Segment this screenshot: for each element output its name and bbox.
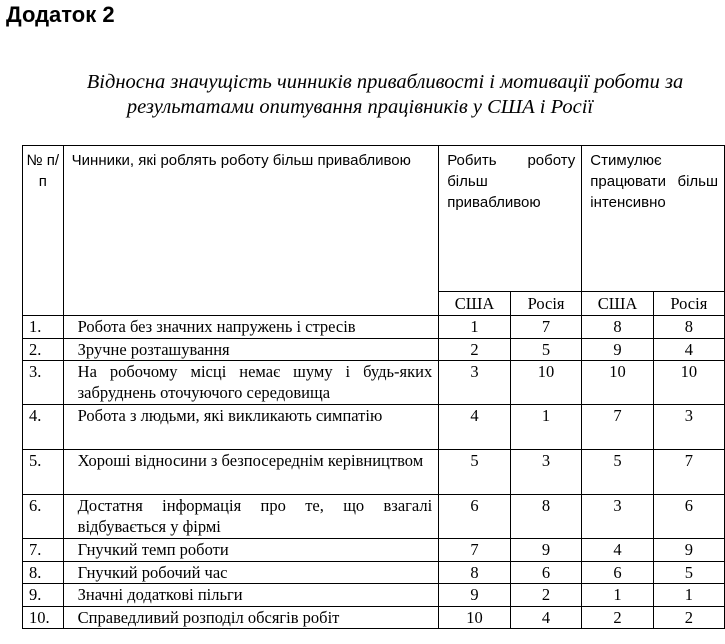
value-usa-attractive: 6 — [439, 495, 511, 539]
value-usa-attractive: 5 — [439, 450, 511, 495]
value-russia-stimulates: 4 — [653, 339, 724, 361]
row-factor: Робота без значних напружень і стресів — [63, 316, 439, 339]
row-number: 3. — [23, 361, 64, 405]
row-factor: Гнучкий робочий час — [63, 562, 439, 584]
value-russia-attractive: 7 — [510, 316, 582, 339]
value-russia-attractive: 10 — [510, 361, 582, 405]
value-russia-attractive: 9 — [510, 539, 582, 562]
row-factor: На робочому місці немає шуму і будь-яких забруднень оточуючого середовища — [63, 361, 439, 405]
header-attractive: Робить роботу більш привабливою — [439, 146, 582, 292]
header-stimulates: Стимулює працювати більш інтенсивно — [582, 146, 725, 292]
value-usa-attractive: 7 — [439, 539, 511, 562]
value-usa-attractive: 3 — [439, 361, 511, 405]
value-usa-stimulates: 6 — [582, 562, 653, 584]
value-russia-attractive: 8 — [510, 495, 582, 539]
value-russia-stimulates: 6 — [653, 495, 724, 539]
value-usa-stimulates: 8 — [582, 316, 653, 339]
value-russia-stimulates: 7 — [653, 450, 724, 495]
row-number: 5. — [23, 450, 64, 495]
value-russia-attractive: 1 — [510, 405, 582, 450]
table-row — [23, 339, 725, 361]
subheader-usa: США — [582, 292, 653, 316]
row-factor: Справедливий розподіл обсягів робіт — [63, 607, 439, 629]
table-row — [23, 539, 725, 562]
value-russia-stimulates: 8 — [653, 316, 724, 339]
value-usa-attractive: 4 — [439, 405, 511, 450]
factors-table — [22, 145, 725, 629]
value-russia-attractive: 5 — [510, 339, 582, 361]
table-row — [23, 450, 725, 495]
row-number: 10. — [23, 607, 64, 629]
caption-line-2: результатами опитування працівників у США і Росії — [126, 96, 594, 118]
table-row — [23, 405, 725, 450]
value-russia-attractive: 4 — [510, 607, 582, 629]
value-russia-stimulates: 10 — [653, 361, 724, 405]
value-usa-attractive: 10 — [439, 607, 511, 629]
value-usa-stimulates: 2 — [582, 607, 653, 629]
table-row — [23, 584, 725, 607]
value-usa-stimulates: 1 — [582, 584, 653, 607]
value-usa-stimulates: 10 — [582, 361, 653, 405]
value-usa-attractive: 9 — [439, 584, 511, 607]
row-factor: Робота з людьми, які викликають симпатію — [63, 405, 439, 450]
value-russia-stimulates: 2 — [653, 607, 724, 629]
value-usa-stimulates: 3 — [582, 495, 653, 539]
row-number: 2. — [23, 339, 64, 361]
appendix-title: Додаток 2 — [6, 2, 115, 27]
value-usa-stimulates: 9 — [582, 339, 653, 361]
caption-line-1: Відносна значущість чинників привабливості і мотивації роботи за — [86, 71, 684, 93]
row-number: 1. — [23, 316, 64, 339]
subheader-usa: США — [439, 292, 511, 316]
row-number: 7. — [23, 539, 64, 562]
value-usa-stimulates: 4 — [582, 539, 653, 562]
table-row — [23, 607, 725, 629]
value-usa-stimulates: 5 — [582, 450, 653, 495]
value-usa-attractive: 1 — [439, 316, 511, 339]
value-russia-stimulates: 9 — [653, 539, 724, 562]
value-usa-stimulates: 7 — [582, 405, 653, 450]
value-usa-attractive: 8 — [439, 562, 511, 584]
value-russia-attractive: 2 — [510, 584, 582, 607]
row-number: 8. — [23, 562, 64, 584]
value-russia-attractive: 6 — [510, 562, 582, 584]
row-factor: Зручне розташування — [63, 339, 439, 361]
header-number: № п/п — [23, 146, 64, 316]
value-russia-stimulates: 1 — [653, 584, 724, 607]
row-factor: Гнучкий темп роботи — [63, 539, 439, 562]
row-number: 6. — [23, 495, 64, 539]
table-row — [23, 361, 725, 405]
row-factor: Достатня інформація про те, що взагалі відбувається у фірмі — [63, 495, 439, 539]
subheader-russia: Росія — [653, 292, 724, 316]
value-russia-stimulates: 5 — [653, 562, 724, 584]
table-row — [23, 316, 725, 339]
value-usa-attractive: 2 — [439, 339, 511, 361]
value-russia-attractive: 3 — [510, 450, 582, 495]
header-factors: Чинники, які роблять роботу більш привабливою — [63, 146, 439, 316]
value-russia-stimulates: 3 — [653, 405, 724, 450]
subheader-russia: Росія — [510, 292, 582, 316]
row-number: 9. — [23, 584, 64, 607]
table-row — [23, 495, 725, 539]
table-row — [23, 562, 725, 584]
row-number: 4. — [23, 405, 64, 450]
row-factor: Значні додаткові пільги — [63, 584, 439, 607]
row-factor: Хороші відносини з безпосереднім керівництвом — [63, 450, 439, 495]
